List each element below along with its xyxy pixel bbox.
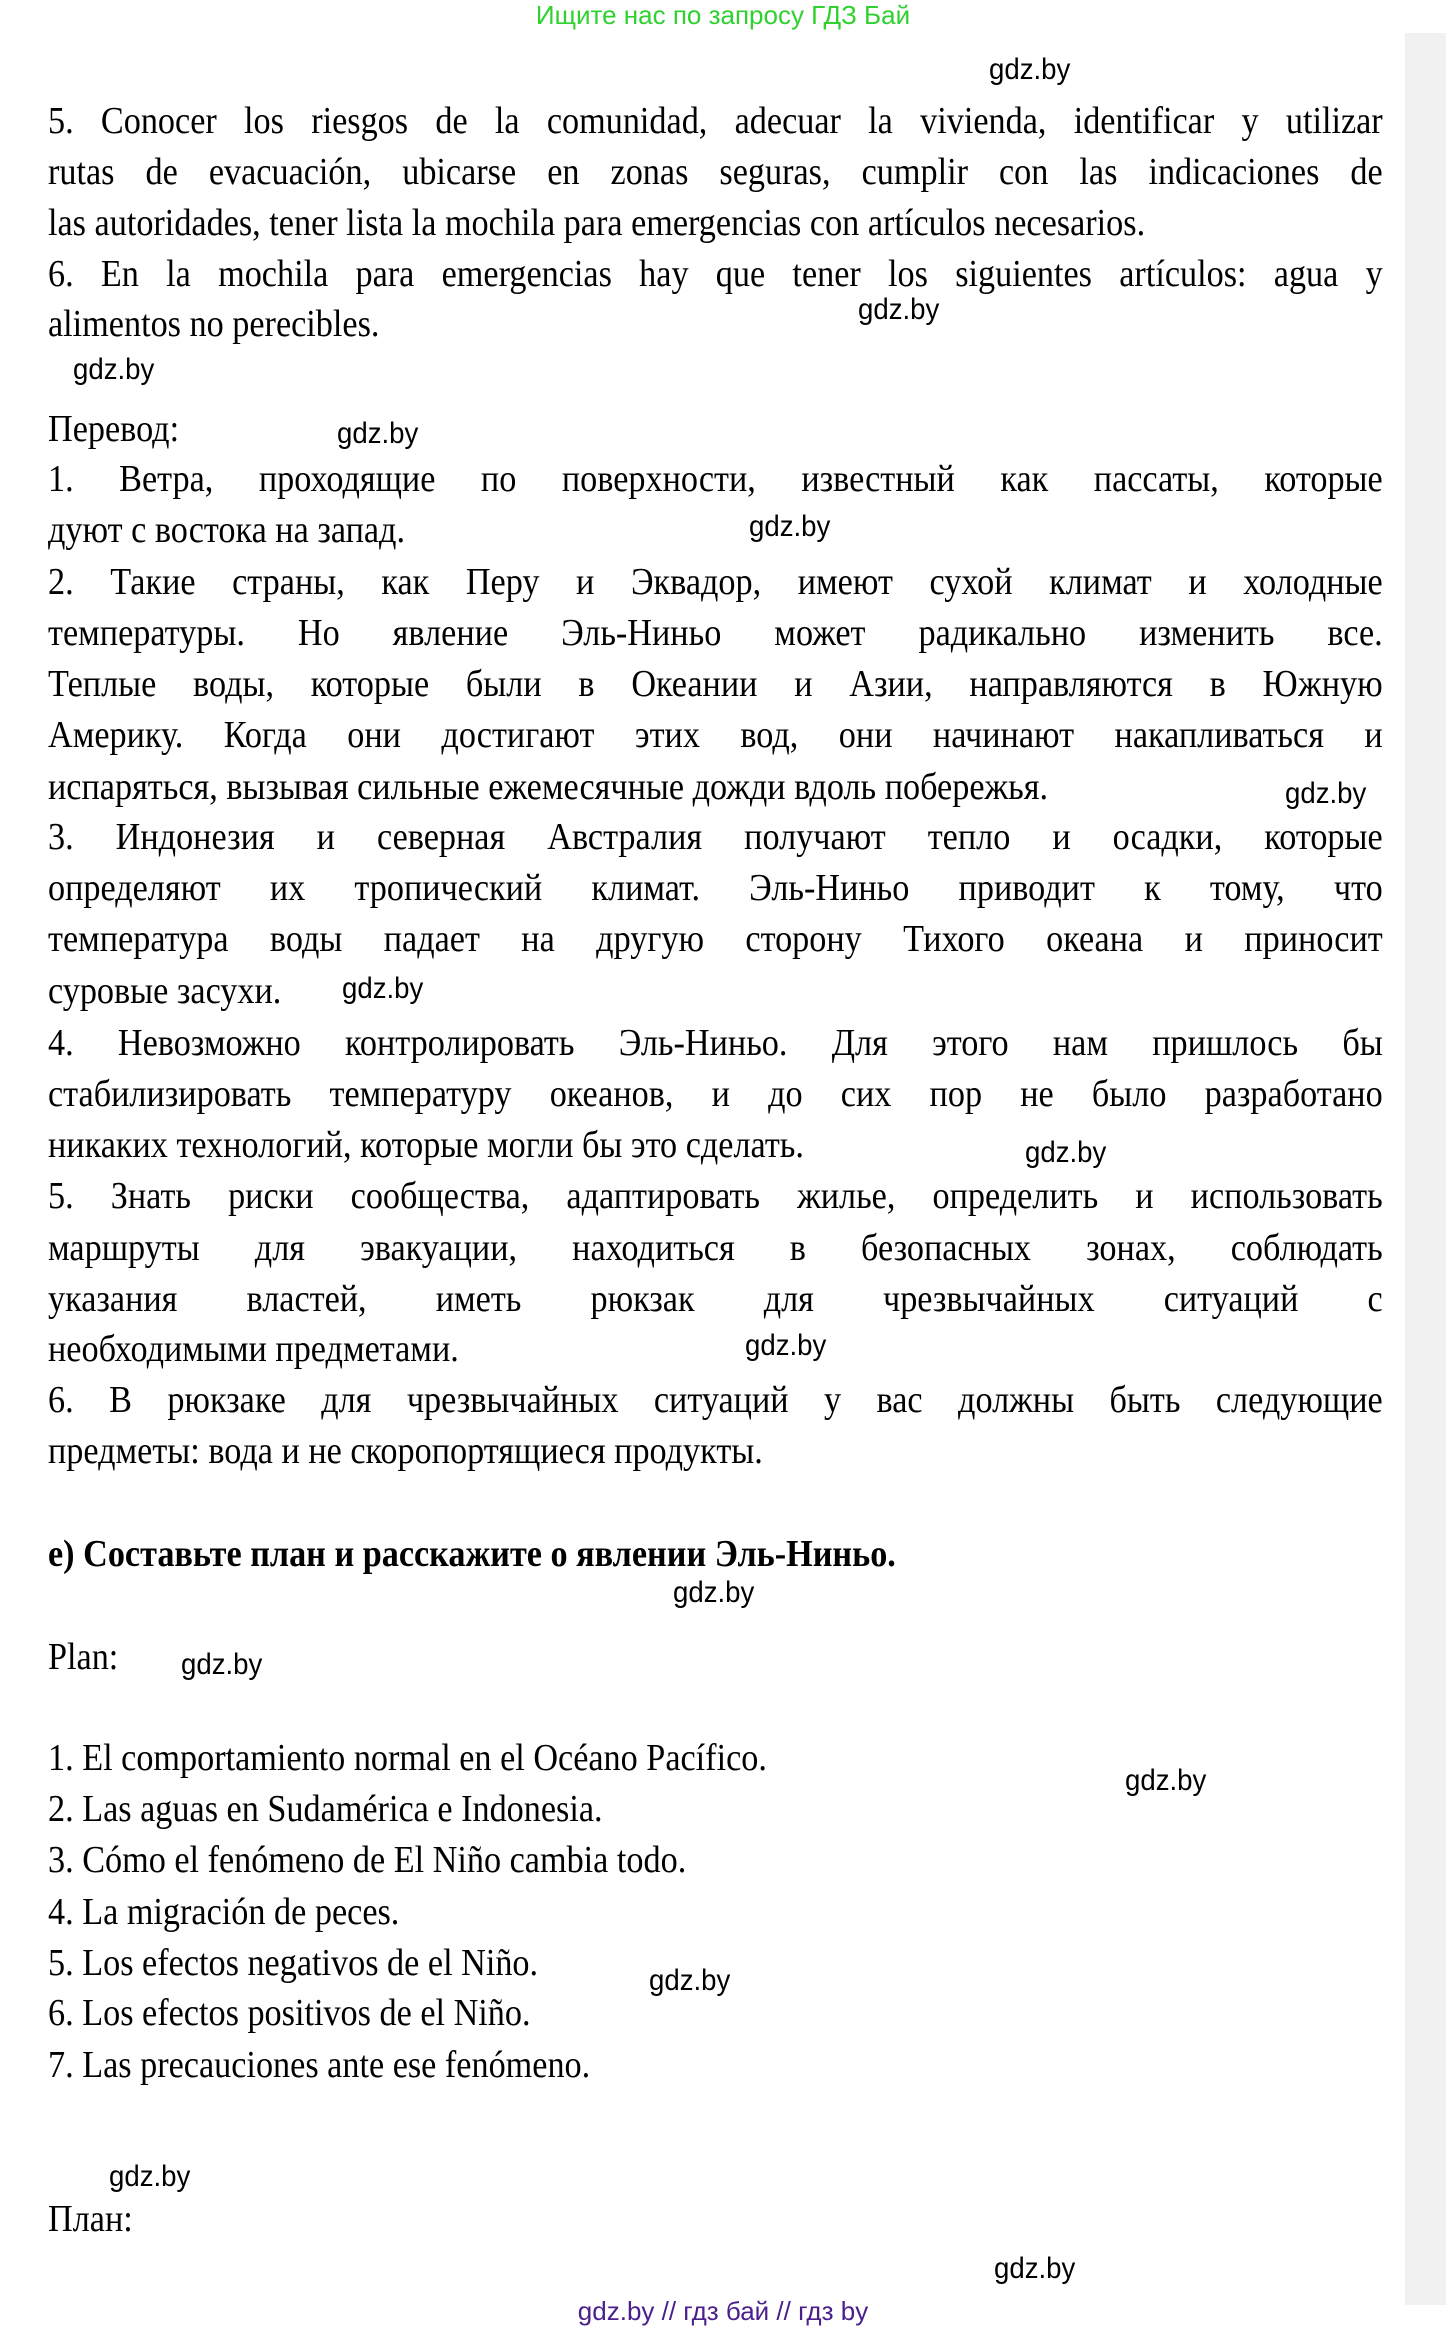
text-line: необходимыми предметами.	[48, 1328, 459, 1370]
watermark: gdz.by	[649, 1964, 731, 1997]
scrollbar-track[interactable]	[1405, 33, 1446, 2305]
footer-links[interactable]: gdz.by // гдз бай // гдз by	[577, 2296, 869, 2326]
text-line: 5. Знать риски сообщества, адаптировать жилье, определить и использовать	[48, 1175, 1383, 1217]
text-line: дуют с востока на запад.	[48, 509, 406, 551]
translation-label: Перевод:	[48, 408, 180, 450]
text-line: никаких технологий, которые могли бы это сделать.	[48, 1124, 804, 1166]
text-line: стабилизировать температуру океанов, и до сих пор не было разработано	[48, 1073, 1383, 1115]
text-line: las autoridades, tener lista la mochila para emergencias con artículos necesarios.	[48, 202, 1146, 244]
text-line: 6. В рюкзаке для чрезвычайных ситуаций у вас должны быть следующие	[48, 1379, 1383, 1421]
watermark: gdz.by	[342, 972, 424, 1005]
plan-item: 5. Los efectos negativos de el Niño.	[48, 1942, 539, 1984]
watermark: gdz.by	[673, 1576, 755, 1609]
plan-item: 7. Las precauciones ante ese fenómeno.	[48, 2044, 591, 2086]
text-line: температуры. Но явление Эль-Ниньо может радикально изменить все.	[48, 612, 1383, 654]
text-line: 6. En la mochila para emergencias hay que tener los siguientes artículos: agua y	[48, 253, 1383, 295]
plan-item: 6. Los efectos positivos de el Niño.	[48, 1992, 531, 2034]
text-line: испаряться, вызывая сильные ежемесячные дожди вдоль побережья.	[48, 766, 1049, 808]
watermark: gdz.by	[989, 53, 1071, 86]
text-line: alimentos no perecibles.	[48, 303, 380, 345]
plan-item: 4. La migración de peces.	[48, 1891, 400, 1933]
text-line: 2. Такие страны, как Перу и Эквадор, имеют сухой климат и холодные	[48, 561, 1383, 603]
watermark: gdz.by	[1285, 777, 1367, 810]
watermark: gdz.by	[1025, 1136, 1107, 1169]
watermark: gdz.by	[745, 1329, 827, 1362]
plan-item: 2. Las aguas en Sudamérica e Indonesia.	[48, 1788, 603, 1830]
watermark: gdz.by	[858, 293, 940, 326]
watermark: gdz.by	[73, 353, 155, 386]
text-line: маршруты для эвакуации, находиться в безопасных зонах, соблюдать	[48, 1227, 1383, 1269]
text-line: 5. Conocer los riesgos de la comunidad, adecuar la vivienda, identificar y utilizar	[48, 100, 1383, 142]
text-line: указания властей, иметь рюкзак для чрезвычайных ситуаций с	[48, 1278, 1383, 1320]
text-line: суровые засухи.	[48, 970, 282, 1012]
text-line: температура воды падает на другую сторону Тихого океана и приносит	[48, 918, 1383, 960]
text-line: Теплые воды, которые были в Океании и Азии, направляются в Южную	[48, 663, 1383, 705]
text-line: 3. Индонезия и северная Австралия получают тепло и осадки, которые	[48, 816, 1383, 858]
watermark: gdz.by	[109, 2160, 191, 2193]
watermark: gdz.by	[1125, 1764, 1207, 1797]
search-banner[interactable]: Ищите нас по запросу ГДЗ Бай	[535, 0, 911, 30]
watermark: gdz.by	[337, 417, 419, 450]
plan-item: 3. Cómo el fenómeno de El Niño cambia todo.	[48, 1839, 687, 1881]
text-line: Америку. Когда они достигают этих вод, они начинают накапливаться и	[48, 714, 1383, 756]
watermark: gdz.by	[749, 510, 831, 543]
plan-label-ru: План:	[48, 2198, 133, 2240]
text-line: 4. Невозможно контролировать Эль-Ниньо. Для этого нам пришлось бы	[48, 1022, 1383, 1064]
plan-item: 1. El comportamiento normal en el Océano Pacífico.	[48, 1737, 767, 1779]
task-heading: е) Составьте план и расскажите о явлении Эль-Ниньо.	[48, 1533, 896, 1575]
text-line: определяют их тропический климат. Эль-Ниньо приводит к тому, что	[48, 867, 1383, 909]
text-line: 1. Ветра, проходящие по поверхности, известный как пассаты, которые	[48, 458, 1383, 500]
text-line: предметы: вода и не скоропортящиеся продукты.	[48, 1430, 763, 1472]
watermark: gdz.by	[994, 2252, 1076, 2285]
text-line: rutas de evacuación, ubicarse en zonas seguras, cumplir con las indicaciones de	[48, 151, 1383, 193]
plan-label: Plan:	[48, 1636, 119, 1678]
watermark: gdz.by	[181, 1648, 263, 1681]
